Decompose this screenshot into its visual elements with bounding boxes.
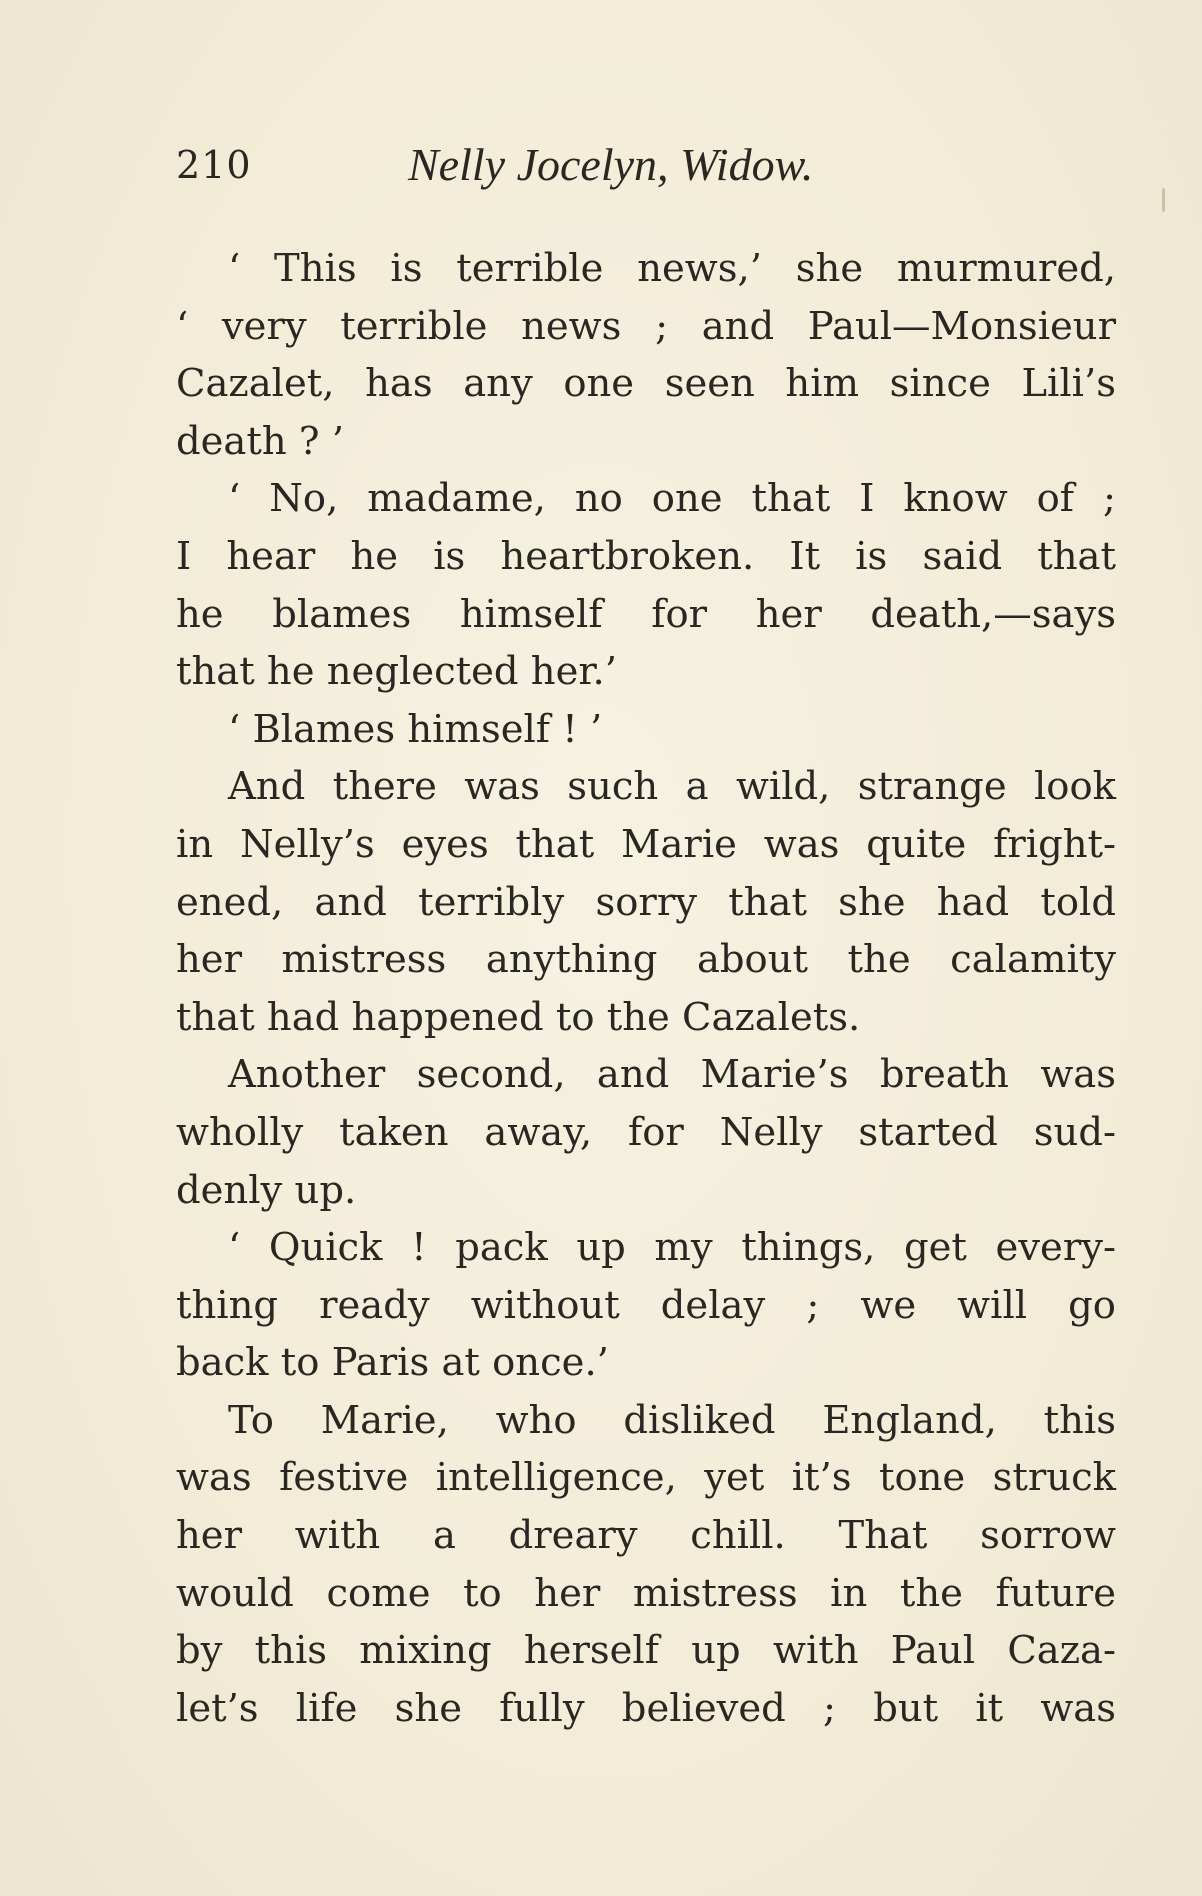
page-number: 210 <box>176 143 252 187</box>
text-line: he blames himself for her death,—says <box>176 591 1116 637</box>
text-line: would come to her mistress in the future <box>176 1570 1116 1616</box>
text-line: let’s life she fully believed ; but it was <box>176 1685 1116 1731</box>
text-line: her mistress anything about the calamity <box>176 937 1116 983</box>
body-text <box>176 240 1116 1737</box>
text-line: by this mixing herself up with Paul Caza- <box>176 1628 1116 1674</box>
text-line: ‘ Quick ! pack up my things, get every- <box>228 1225 1116 1271</box>
text-line: that he neglected her.’ <box>176 649 618 695</box>
text-line: in Nelly’s eyes that Marie was quite fright- <box>176 821 1116 867</box>
text-line: And there was such a wild, strange look <box>228 764 1116 810</box>
text-line: thing ready without delay ; we will go <box>176 1282 1116 1328</box>
page-header <box>176 140 1076 190</box>
text-line: denly up. <box>176 1167 357 1213</box>
text-line: back to Paris at once.’ <box>176 1340 609 1386</box>
text-line: death ? ’ <box>176 418 345 464</box>
running-title: Nelly Jocelyn, Widow. <box>408 139 814 190</box>
text-line: ‘ This is terrible news,’ she murmured, <box>228 246 1116 291</box>
text-line: ‘ very terrible news ; and Paul—Monsieur <box>176 303 1116 349</box>
text-line: I hear he is heartbroken. It is said that <box>176 533 1116 579</box>
text-line: ened, and terribly sorry that she had told <box>176 879 1116 925</box>
paper-speck <box>1162 188 1165 212</box>
text-line: her with a dreary chill. That sorrow <box>176 1513 1116 1559</box>
text-line: Another second, and Marie’s breath was <box>228 1052 1116 1098</box>
text-line: ‘ No, madame, no one that I know of ; <box>228 476 1116 522</box>
text-line: that had happened to the Cazalets. <box>176 994 861 1040</box>
text-line: wholly taken away, for Nelly started sud- <box>176 1109 1116 1155</box>
text-line: To Marie, who disliked England, this <box>228 1397 1116 1443</box>
text-line: ‘ Blames himself ! ’ <box>228 706 603 752</box>
text-line: was festive intelligence, yet it’s tone struck <box>176 1455 1116 1501</box>
text-line: Cazalet, has any one seen him since Lili’s <box>176 361 1116 407</box>
